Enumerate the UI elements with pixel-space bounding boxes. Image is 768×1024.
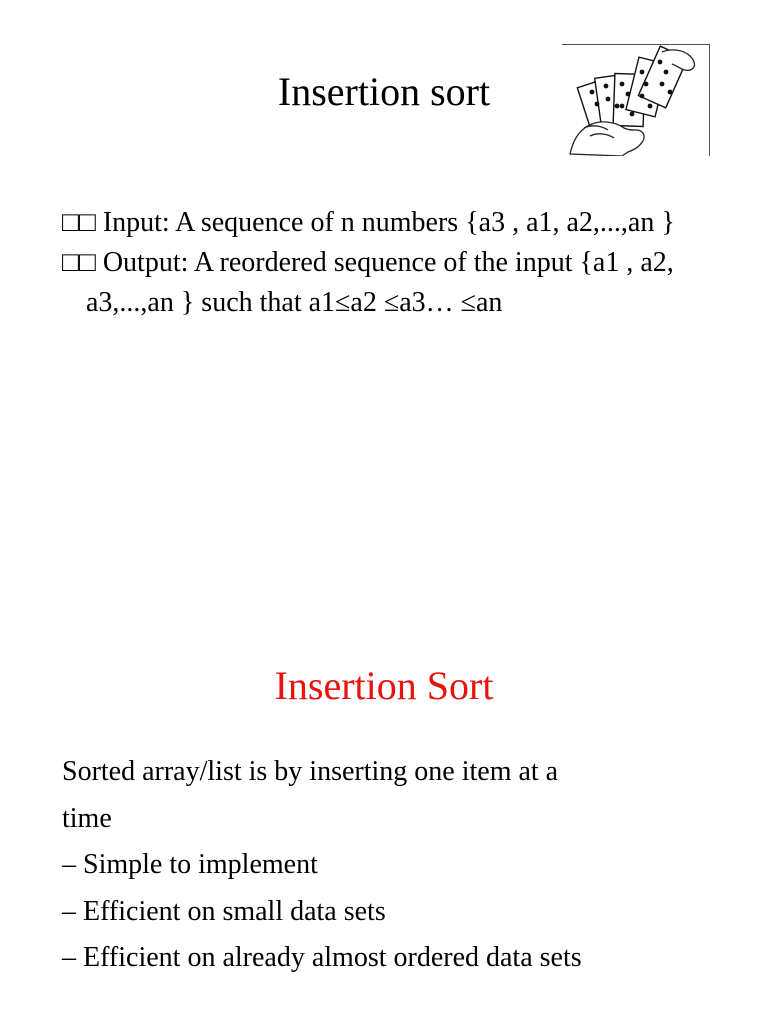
bullet-list	[62, 203, 742, 323]
bullet-input: □□ Input: A sequence of n numbers {a3 , a1, a2,...,an }	[62, 207, 675, 238]
slide-title: Insertion sort	[277, 69, 491, 114]
hand-holding-cards-icon	[562, 44, 710, 156]
bullet-output: □□ Output: A reordered sequence of the input {a1 , a2, a3,...,an } such that a1≤a2 ≤a3… ≤an	[62, 247, 674, 318]
section-title: Insertion Sort	[274, 663, 494, 708]
body-line: – Efficient on small data sets	[62, 895, 386, 927]
body-text	[62, 749, 742, 982]
body-line: – Efficient on already almost ordered data sets	[62, 942, 582, 973]
body-line: Sorted array/list is by inserting one item at a	[62, 756, 559, 787]
body-line: time	[62, 802, 112, 834]
body-line: – Simple to implement	[62, 849, 318, 880]
